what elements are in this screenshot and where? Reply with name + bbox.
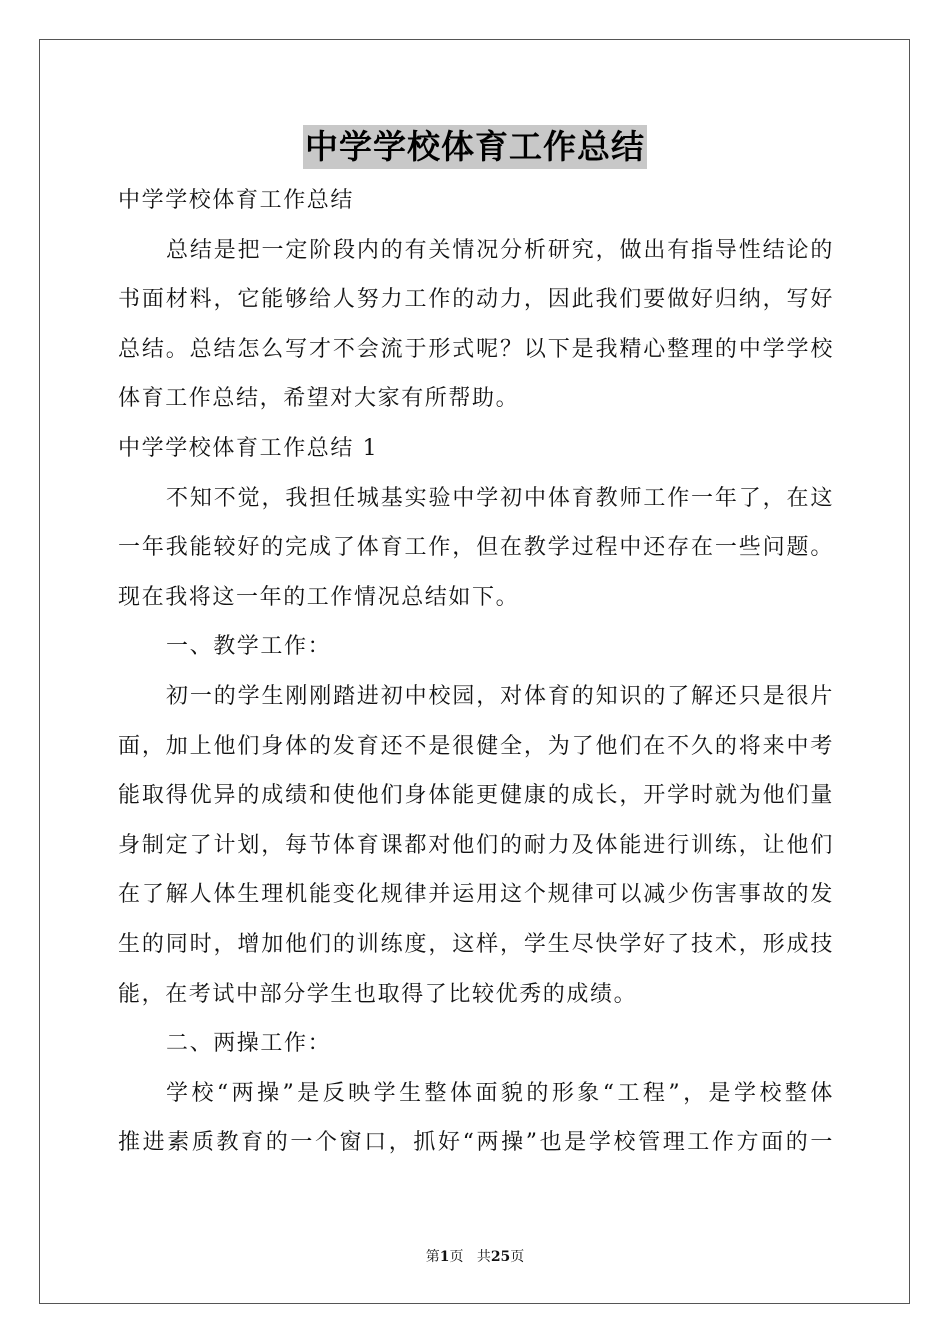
text-line: 身制定了计划，每节体育课都对他们的耐力及体能进行训练，让他们 (118, 832, 834, 858)
footer-page-suffix: 页 (449, 1249, 464, 1265)
text-line: 生的同时，增加他们的训练度，这样，学生尽快学好了技术，形成技 (118, 931, 834, 957)
title-container (0, 125, 950, 169)
footer-total-suffix: 页 (510, 1249, 525, 1265)
document-title: 中学学校体育工作总结 (303, 125, 647, 169)
text-line: 一年我能较好的完成了体育工作，但在教学过程中还存在一些问题。 (118, 535, 834, 561)
text-line: 不知不觉，我担任城基实验中学初中体育教师工作一年了，在这 (166, 485, 834, 511)
text-line: 一、教学工作： (166, 634, 332, 660)
footer-total-pages: 25 (490, 1249, 511, 1265)
text-line: 体育工作总结，希望对大家有所帮助。 (118, 386, 520, 412)
text-line: 能，在考试中部分学生也取得了比较优秀的成绩。 (118, 981, 638, 1007)
text-line: 中学学校体育工作总结 (118, 188, 355, 213)
text-line: 总结是把一定阶段内的有关情况分析研究，做出有指导性结论的 (166, 237, 834, 263)
text-line: 中学学校体育工作总结 1 (118, 435, 379, 461)
text-line: 能取得优异的成绩和使他们身体能更健康的成长，开学时就为他们量 (118, 783, 834, 809)
text-line: 面，加上他们身体的发育还不是很健全，为了他们在不久的将来中考 (118, 733, 834, 759)
text-line: 书面材料，它能够给人努力工作的动力，因此我们要做好归纳，写好 (118, 287, 834, 313)
footer-page-prefix: 第 (425, 1249, 440, 1265)
page-footer (0, 1247, 950, 1267)
text-line: 二、两操工作： (166, 1031, 332, 1057)
footer-page-number: 1 (439, 1249, 450, 1265)
text-line: 推进素质教育的一个窗口，抓好“两操”也是学校管理工作方面的一 (118, 1130, 834, 1156)
text-line: 总结。总结怎么写才不会流于形式呢？以下是我精心整理的中学学校 (118, 336, 834, 362)
text-line: 学校“两操”是反映学生整体面貌的形象“工程”，是学校整体 (166, 1080, 834, 1106)
footer-total-prefix: 共 (476, 1249, 491, 1265)
text-line: 现在我将这一年的工作情况总结如下。 (118, 584, 520, 610)
text-line: 在了解人体生理机能变化规律并运用这个规律可以减少伤害事故的发 (118, 882, 834, 908)
text-line: 初一的学生刚刚踏进初中校园，对体育的知识的了解还只是很片 (166, 683, 834, 709)
document-body (118, 176, 834, 1168)
